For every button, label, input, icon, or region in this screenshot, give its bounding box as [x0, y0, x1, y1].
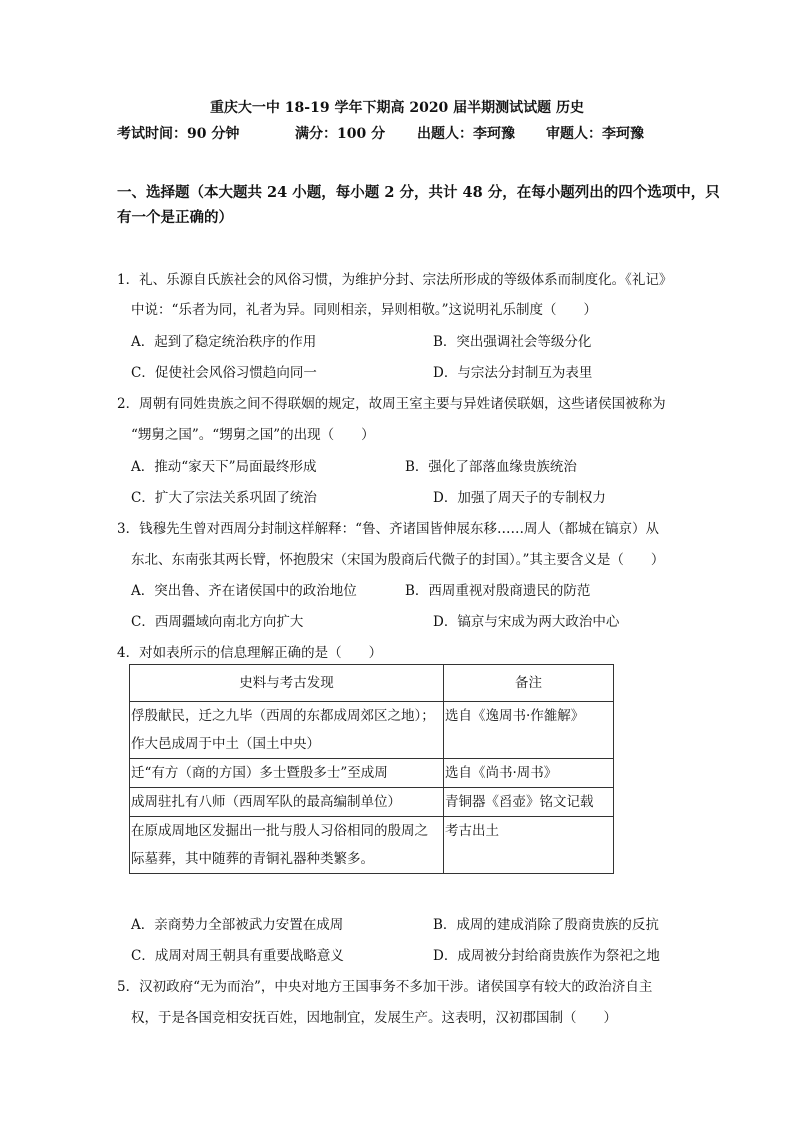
question-3-text: 3．钱穆先生曾对西周分封制这样解释：“鲁、齐诸国皆伸展东移……周人（都城在镐京）从 — [117, 521, 659, 537]
exam-reviewer: 审题人：李珂豫 — [546, 126, 644, 142]
q2-option-a[interactable]: A．推动“家天下”局面最终形成 — [131, 459, 317, 475]
q1-option-b[interactable]: B．突出强调社会等级分化 — [433, 334, 592, 350]
table-cell-note: 选自《逸周书·作雒解》 — [444, 702, 614, 759]
exam-author: 出题人：李珂豫 — [417, 126, 515, 142]
section-heading: 一、选择题（本大题共 24 小题，每小题 2 分，共计 48 分，在每小题列出的四个选项中，只 — [117, 184, 720, 201]
table-cell-note: 选自《尚书·周书》 — [444, 759, 614, 788]
table-cell-note: 青铜器《舀壶》铭文记载 — [444, 788, 614, 817]
section-heading-cont: 有一个是正确的） — [117, 209, 233, 226]
cell-line: 际墓葬，其中随葬的青铜礼器种类繁多。 — [131, 851, 374, 867]
q4-option-d[interactable]: D．成周被分封给商贵族作为祭祀之地 — [433, 948, 660, 964]
table-row — [130, 788, 614, 817]
q1-option-a[interactable]: A．起到了稳定统治秩序的作用 — [131, 334, 317, 350]
question-1-text-cont: 中说：“乐者为同，礼者为异。同则相亲，异则相敬。”这说明礼乐制度（ ） — [131, 302, 598, 318]
q4-option-b[interactable]: B．成周的建成消除了殷商贵族的反抗 — [433, 917, 659, 933]
question-5-text: 5．汉初政府“无为而治”，中央对地方王国事务不多加干涉。诸侯国享有较大的政治济自主 — [117, 979, 653, 995]
table-cell-source — [130, 788, 444, 817]
cell-line: 俘殷献民，迁之九毕（西周的东都成周郊区之地）； — [131, 708, 435, 724]
question-3-text-cont: 东北、东南张其两长臂，怀抱殷宋（宋国为殷商后代微子的封国）。”其主要含义是（ ） — [131, 552, 665, 568]
question-5-text-cont: 权，于是各国竞相安抚百姓，因地制宜，发展生产。这表明，汉初郡国制（ ） — [131, 1010, 617, 1026]
question-2-text-cont: “甥舅之国”。“甥舅之国”的出现（ ） — [131, 427, 375, 443]
cell-line: 作大邑成周于中土（国土中央） — [131, 736, 320, 752]
cell-line: 成周驻扎有八师（西周军队的最高编制单位） — [131, 794, 401, 810]
question-1-text: 1．礼、乐源自氏族社会的风俗习惯，为维护分封、宗法所形成的等级体系而制度化。《礼记》 — [117, 272, 673, 288]
table-header-row — [130, 665, 614, 702]
source-table — [129, 664, 614, 874]
q3-option-b[interactable]: B．西周重视对殷商遗民的防范 — [405, 583, 591, 599]
q3-option-a[interactable]: A．突出鲁、齐在诸侯国中的政治地位 — [131, 583, 357, 599]
table-row — [130, 759, 614, 788]
cell-line: 在原成周地区发掘出一批与殷人习俗相同的殷周之 — [131, 823, 428, 839]
q1-option-d[interactable]: D．与宗法分封制互为表里 — [433, 365, 593, 381]
q2-option-b[interactable]: B．强化了部落血缘贵族统治 — [405, 459, 577, 475]
table-header-source: 史料与考古发现 — [130, 665, 444, 702]
table-row — [130, 702, 614, 759]
exam-score: 满分：100 分 — [295, 126, 386, 142]
q1-option-c[interactable]: C．促使社会风俗习惯趋向同一 — [131, 365, 317, 381]
q3-option-d[interactable]: D．镐京与宋成为两大政治中心 — [433, 614, 620, 630]
exam-time: 考试时间：90 分钟 — [117, 126, 240, 142]
question-4-text: 4．对如表所示的信息理解正确的是（ ） — [117, 645, 383, 661]
q4-option-c[interactable]: C．成周对周王朝具有重要战略意义 — [131, 948, 344, 964]
table-cell-source — [130, 702, 444, 759]
table-cell-note: 考古出土 — [444, 817, 614, 874]
cell-line: 迁“有方（商的方国）多士暨殷多士”至成周 — [131, 765, 388, 781]
q4-option-a[interactable]: A．亲商势力全部被武力安置在成周 — [131, 917, 344, 933]
table-cell-source — [130, 759, 444, 788]
question-2-text: 2．周朝有同姓贵族之间不得联姻的规定，故周王室主要与异姓诸侯联姻，这些诸侯国被称为 — [117, 396, 666, 412]
q2-option-c[interactable]: C．扩大了宗法关系巩固了统治 — [131, 490, 317, 506]
q2-option-d[interactable]: D．加强了周天子的专制权力 — [433, 490, 606, 506]
exam-title: 重庆大一中 18-19 学年下期高 2020 届半期测试试题 历史 — [209, 100, 585, 116]
q3-option-c[interactable]: C．西周疆域向南北方向扩大 — [131, 614, 304, 630]
table-row — [130, 817, 614, 874]
table-header-note: 备注 — [444, 665, 614, 702]
table-cell-source — [130, 817, 444, 874]
